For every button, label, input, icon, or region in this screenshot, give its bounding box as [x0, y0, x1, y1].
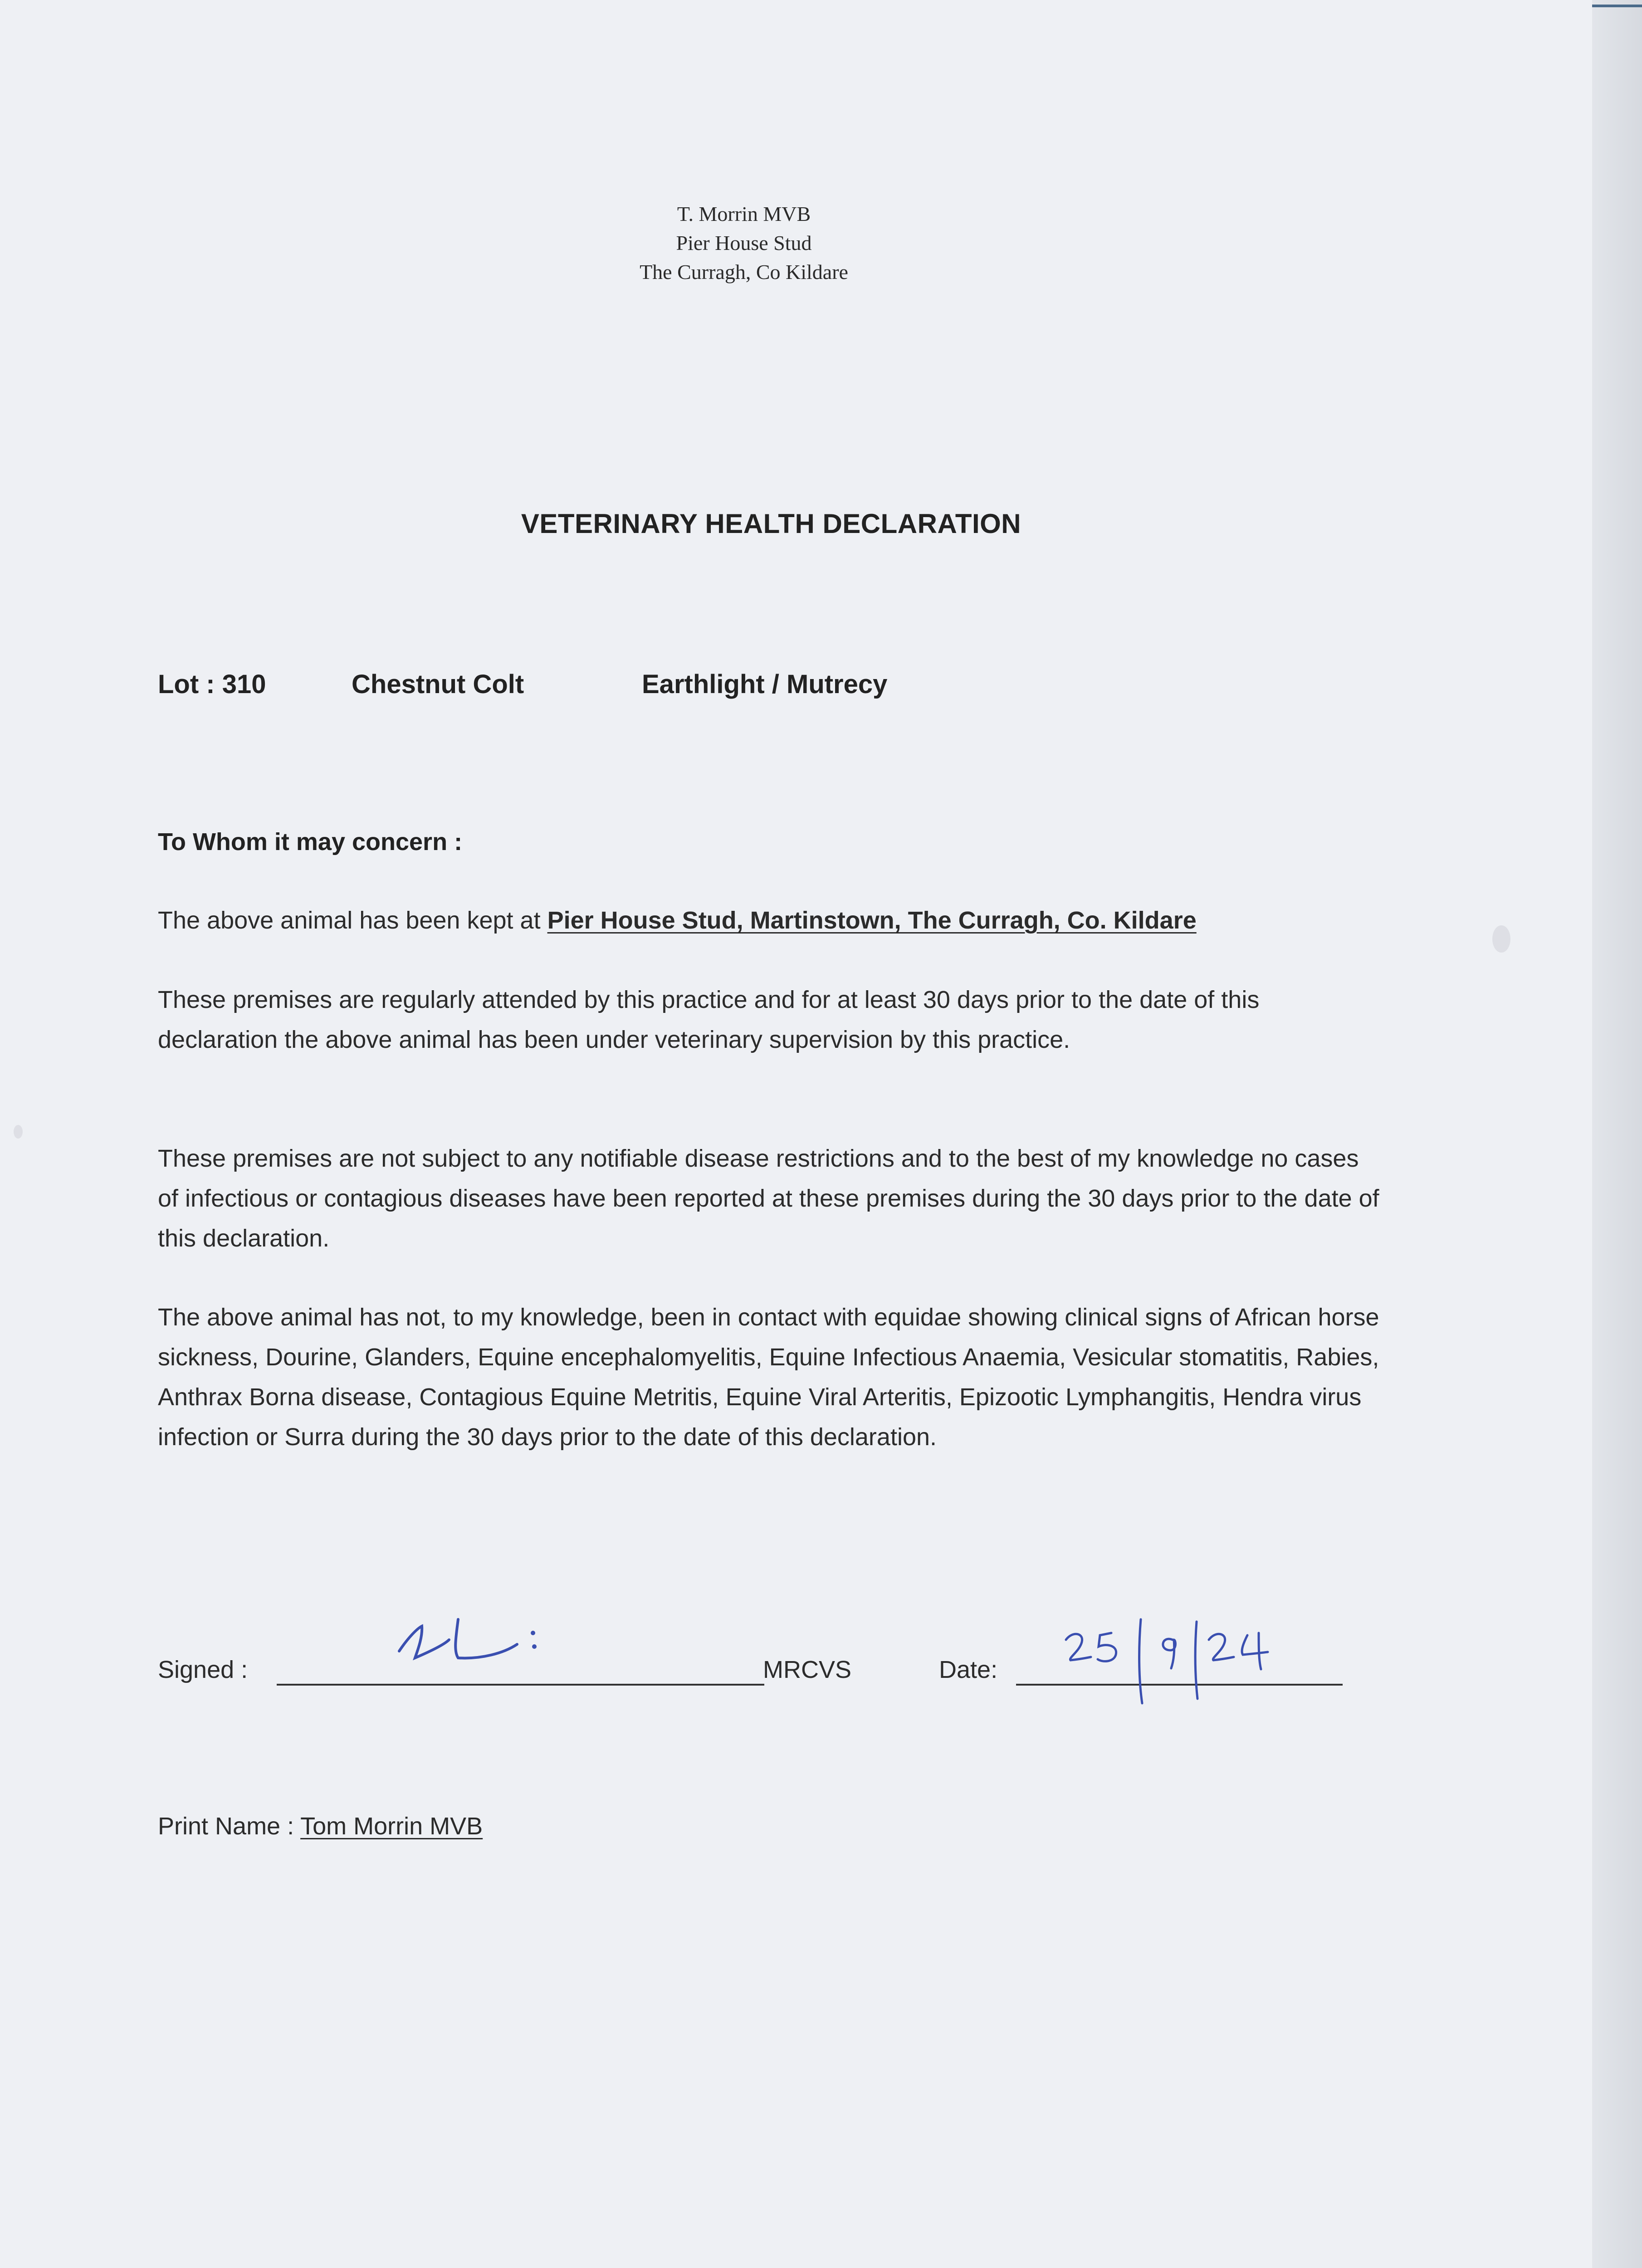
- lot-description: Chestnut Colt: [352, 670, 524, 699]
- paragraph-kept-at: [158, 900, 1428, 940]
- scan-smudge: [1492, 925, 1510, 953]
- print-name: [158, 1812, 483, 1840]
- handwritten-date: [1052, 1615, 1306, 1706]
- salutation: To Whom it may concern :: [158, 828, 463, 855]
- scan-smudge: [14, 1125, 23, 1139]
- letterhead: [476, 200, 1012, 287]
- kept-at-location: Pier House Stud, Martinstown, The Curragh, Co. Kildare: [547, 907, 1197, 934]
- paragraph-kept-at-prefix: The above animal has been kept at: [158, 907, 547, 934]
- signed-label: Signed :: [158, 1656, 248, 1683]
- letterhead-name: T. Morrin MVB: [677, 202, 811, 225]
- paragraph-supervision: These premises are regularly attended by this practice and for at least 30 days prior to the date of this declaration the above animal has been under veterinary supervision by this practice.: [158, 986, 1260, 1053]
- letterhead-address: The Curragh, Co Kildare: [640, 260, 848, 284]
- signature-line: [277, 1684, 764, 1686]
- print-name-value: Tom Morrin MVB: [300, 1813, 483, 1840]
- scan-edge: [1592, 0, 1642, 2268]
- paragraph-restrictions: These premises are not subject to any notifiable disease restrictions and to the best of my knowledge no cases of infectious or contagious diseases have been reported at these premises during the 30 days prior to the date of this declaration.: [158, 1145, 1379, 1252]
- mrcvs-label: MRCVS: [763, 1656, 852, 1683]
- handwritten-signature: [390, 1601, 581, 1669]
- document-title: VETERINARY HEALTH DECLARATION: [521, 508, 1021, 539]
- lot-number: Lot : 310: [158, 670, 266, 699]
- scan-edge-line: [1592, 5, 1642, 7]
- print-name-label: Print Name :: [158, 1813, 301, 1840]
- letterhead-practice: Pier House Stud: [676, 231, 812, 254]
- paragraph-diseases: The above animal has not, to my knowledge, been in contact with equidae showing clinical signs of African horse sickness, Dourine, Glanders, Equine encephalomyelitis, Equine Infectious Anaemia, Vesicular stomatitis, Rabies, Anthrax Borna disease, Contagious Equine Metritis, Equine Viral Arteritis, Epizootic Lymphangitis, Hendra virus infection or Surra during the 30 days prior to the date of this declaration.: [158, 1304, 1379, 1451]
- date-label: Date:: [939, 1656, 998, 1683]
- lot-pedigree: Earthlight / Mutrecy: [642, 670, 888, 699]
